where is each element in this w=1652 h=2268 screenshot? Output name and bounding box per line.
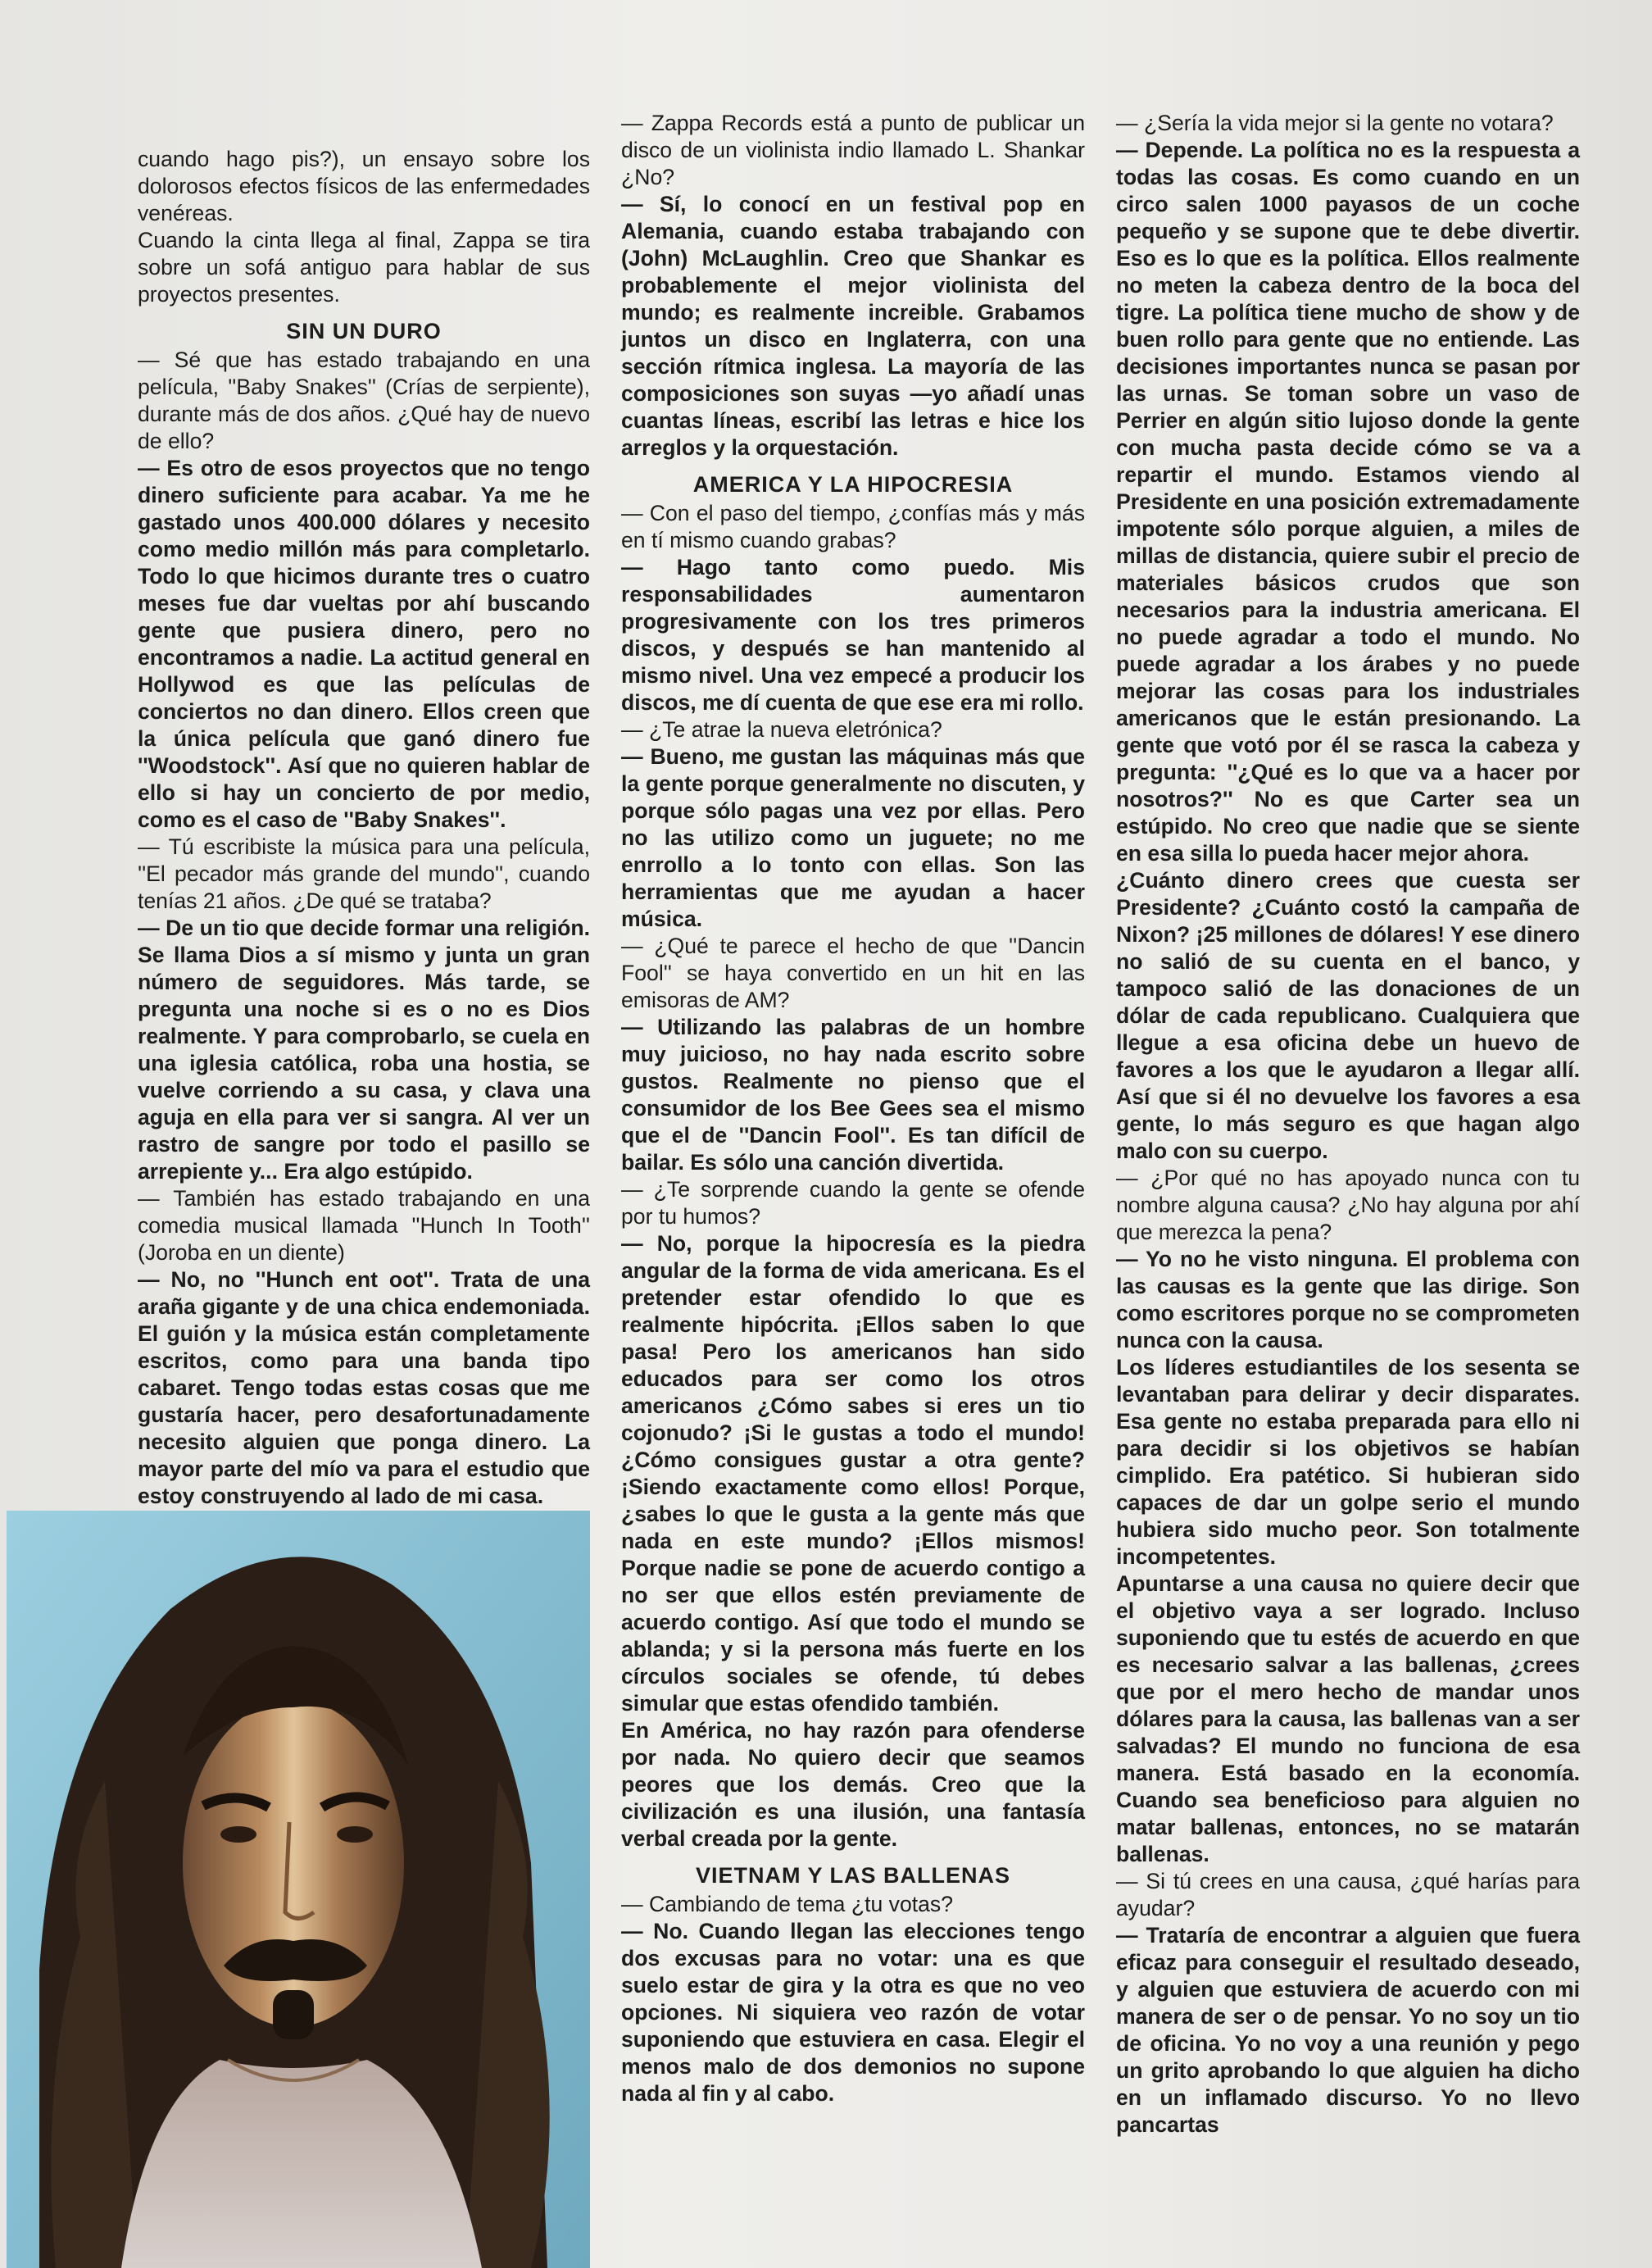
answer-paragraph: — Trataría de encontrar a alguien que fuera eficaz para conseguir el resultado deseado, y alguien que estuviera de acuerdo con mi manera de ser o de pensar. Yo no soy un tio de oficina. Yo no voy a una reunión y pego un grito aprobando lo que alguien ha dicho en un inflamado discurso. Yo no llevo pancartas <box>1116 1923 1580 2137</box>
answer-paragraph: — Es otro de esos proyectos que no tengo dinero suficiente para acabar. Ya me he gastado unos 400.000 dólares y necesito como medio millón más para completarlo. Todo lo que hicimos durante tres o cuatro meses fue dar vueltas por ahí buscando gente que pusiera dinero, pero no encontramos a nadie. La actitud general en Hollywod es que las películas de conciertos no dan dinero. Ellos creen que la única película que ganó dinero fue ''Woodstock''. Así que no quieren hablar de ello si hay un concierto de por medio, como es el caso de ''Baby Snakes''. <box>138 456 590 832</box>
answer-paragraph: — No. Cuando llegan las elecciones tengo dos excusas para no votar: una es que suelo estar de gira y la otra es que no veo opciones. Ni siquiera veo razón de votar suponiendo que estuviera en casa. Elegir el menos malo de dos demonios no supone nada al fin y al cabo. <box>621 1919 1085 2106</box>
answer-paragraph: — Sí, lo conocí en un festival pop en Alemania, cuando estaba trabajando con (John) McLaughlin. Creo que Shankar es probablemente el mejor violinista del mundo; es realmente increible. Grabamos juntos un disco en Inglaterra, con una sección rítmica inglesa. La mayoría de las composiciones son suyas —yo añadí unas cuantas líneas, escribí las letras e hice los arreglos y la orquestación. <box>621 192 1085 460</box>
portrait-illustration <box>7 1511 590 2268</box>
section-heading: SIN UN DURO <box>286 319 442 343</box>
question-paragraph: — Con el paso del tiempo, ¿confías más y más en tí mismo cuando grabas? <box>621 501 1085 552</box>
question-paragraph: — ¿Te sorprende cuando la gente se ofende por tu humos? <box>621 1177 1085 1229</box>
article-column-2 <box>621 110 1085 2107</box>
answer-paragraph: En América, no hay razón para ofenderse por nada. No quiero decir que seamos peores que los demás. Creo que la civilización es una ilusión, una fantasía verbal creada por la gente. <box>621 1718 1085 1851</box>
answer-paragraph: — Utilizando las palabras de un hombre muy juicioso, no hay nada escrito sobre gustos. Realmente no pienso que el consumidor de los Bee Gees sea el mismo que el de ''Dancin Fool''. Es tan difícil de bailar. Es sólo una canción divertida. <box>621 1015 1085 1175</box>
answer-paragraph: — De un tio que decide formar una religión. Se llama Dios a sí mismo y junta un gran número de seguidores. Más tarde, se pregunta una noche si es o no es Dios realmente. Y para comprobarlo, se cuela en una iglesia católica, roba una hostia, se vuelve corriendo a su casa, y clava una aguja en ella para ver si sangra. Al ver un rastro de sangre por todo el pasillo se arrepiente y... Era algo estúpido. <box>138 916 590 1184</box>
answer-paragraph: ¿Cuánto dinero crees que cuesta ser Presidente? ¿Cuánto costó la campaña de Nixon? ¡25 millones de dólares! Y ese dinero no salió de su cuenta en el banco, y tampoco salió de las donaciones de un dólar de cada republicano. Cualquiera que llegue a esa oficina debe un huevo de favores a los que le ayudaron a llegar allí. Así que si él no devuelve los favores a esa gente, lo más seguro es que hagan algo malo con su cuerpo. <box>1116 868 1580 1163</box>
paragraph: cuando hago pis?), un ensayo sobre los dolorosos efectos físicos de las enfermedades venéreas. <box>138 147 590 225</box>
paragraph-list <box>1116 110 1580 2138</box>
article-column-1 <box>138 146 590 1510</box>
answer-paragraph: — Bueno, me gustan las máquinas más que la gente porque generalmente no discuten, y porque sólo pagas una vez por ellas. Pero no las utilizo como un juguete; no me enrrollo a lo tonto con ellas. Son las herramientas que me ayudan a hacer música. <box>621 744 1085 931</box>
answer-paragraph: — Depende. La política no es la respuesta a todas las cosas. Es como cuando en un circo salen 1000 payasos de un coche pequeño y se supone que te debe divertir. Eso es lo que es la política. Ellos realmente no meten la cabeza dentro de la boca del tigre. La política tiene mucho de show y de buen rollo para gente que no entiende. Las decisiones importantes nunca se pasan por las urnas. Se toman sobre un vaso de Perrier en algún sitio lujoso donde la gente con mucha pasta decide cómo se va a repartir el mundo. Estamos viendo al Presidente en una posición extremadamente impotente sólo porque alguien, a miles de millas de distancia, quiere subir el precio de materiales básicos crudos que son necesarios para la industria americana. El no puede agradar a todo el mundo. No puede agradar a los árabes y no puede mejorar las cosas para los industriales americanos que le están presionando. La gente que votó por él se rasca la cabeza y pregunta: ''¿Qué es lo que va a hacer por nosotros?'' No es que Carter sea un estúpido. No creo que nadie que se siente en esa silla lo pueda hacer mejor ahora. <box>1116 138 1580 866</box>
section-heading: AMERICA Y LA HIPOCRESIA <box>692 472 1014 497</box>
paragraph-list <box>621 500 1085 1852</box>
answer-paragraph: — No, no ''Hunch ent oot''. Trata de una araña gigante y de una chica endemoniada. El guión y la música están completamente escritos, como para una banda tipo cabaret. Tengo todas estas cosas que me gustaría hacer, pero desafortunadamente necesito alguien que ponga dinero. La mayor parte del mío va para el estudio que estoy construyendo al lado de mi casa. <box>138 1267 590 1508</box>
paragraph: Cuando la cinta llega al final, Zappa se tira sobre un sofá antiguo para hablar de sus proyectos presentes. <box>138 228 590 307</box>
question-paragraph: — ¿Te atrae la nueva eletrónica? <box>621 717 942 742</box>
answer-paragraph: — Yo no he visto ninguna. El problema con las causas es la gente que las dirige. Son como escritores porque no se comprometen nunca con la causa. <box>1116 1247 1580 1352</box>
question-paragraph: — ¿Sería la vida mejor si la gente no votara? <box>1116 111 1554 135</box>
question-paragraph: — ¿Por qué no has apoyado nunca con tu nombre alguna causa? ¿No hay alguna por ahí que merezca la pena? <box>1116 1166 1580 1244</box>
answer-paragraph: Apuntarse a una causa no quiere decir que el objetivo vaya a ser logrado. Incluso suponiendo que tu estés de acuerdo en que es necesario salvar a las ballenas, ¿crees que por el mero hecho de mandar unos dólares para la causa, las ballenas van a ser salvadas? El mundo no funciona de esa manera. Está basado en la economía. Cuando sea beneficioso para alguien no matar ballenas, entonces, no se matarán ballenas. <box>1116 1571 1580 1866</box>
paragraph-list <box>621 1891 1085 2107</box>
answer-paragraph: — Hago tanto como puedo. Mis responsabilidades aumentaron progresivamente con los tres primeros discos, y después se han mantenido al mismo nivel. Una vez empecé a producir los discos, me dí cuenta de que ese era mi rollo. <box>621 555 1085 715</box>
section-heading: VIETNAM Y LAS BALLENAS <box>695 1863 1011 1888</box>
paragraph-list <box>621 110 1085 461</box>
question-paragraph: — Sé que has estado trabajando en una película, ''Baby Snakes'' (Crías de serpiente), durante más de dos años. ¿Qué hay de nuevo de ello? <box>138 348 590 453</box>
paragraph-list <box>138 347 590 1510</box>
answer-paragraph: — No, porque la hipocresía es la piedra angular de la forma de vida americana. Es el pretender estar ofendido lo que es realmente hipócrita. ¡Ellos saben lo que pasa! Pero los americanos han sido educados para ser como los otros americanos ¿Cómo sabes si eres un tio cojonudo? ¡Si le gustas a todo el mundo! ¿Cómo consigues gustar a otra gente? ¡Siendo exactamente como ellos! Porque, ¿sabes lo que le gusta a la gente más que nada en este mundo? ¡Ellos mismos! Porque nadie se pone de acuerdo contigo a no ser que ellos estén previamente de acuerdo contigo. Así que todo el mundo se ablanda; y si la persona más fuerte en los círculos sociales se ofende, tú debes simular que estas ofendido también. <box>621 1231 1085 1716</box>
question-paragraph: — Si tú crees en una causa, ¿qué harías para ayudar? <box>1116 1869 1580 1920</box>
question-paragraph: — Tú escribiste la música para una película, ''El pecador más grande del mundo'', cuando tenías 21 años. ¿De qué se trataba? <box>138 834 590 913</box>
question-paragraph: — ¿Qué te parece el hecho de que ''Dancin Fool'' se haya convertido en un hit en las emisoras de AM? <box>621 934 1085 1012</box>
question-paragraph: — Cambiando de tema ¿tu votas? <box>621 1892 954 1916</box>
portrait-photo <box>7 1511 590 2268</box>
question-paragraph: — También has estado trabajando en una comedia musical llamada ''Hunch In Tooth'' (Joroba en un diente) <box>138 1186 590 1265</box>
article-column-3 <box>1116 110 1580 2138</box>
answer-paragraph: Los líderes estudiantiles de los sesenta se levantaban para delirar y decir disparates. Esa gente no estaba preparada para ello ni para decidir si los objetivos se habían cimplido. Era patético. Si hubieran sido capaces de dar un golpe serio el mundo hubiera sido mucho peor. Son totalmente incompetentes. <box>1116 1355 1580 1569</box>
question-paragraph: — Zappa Records está a punto de publicar un disco de un violinista indio llamado L. Shankar ¿No? <box>621 111 1085 189</box>
